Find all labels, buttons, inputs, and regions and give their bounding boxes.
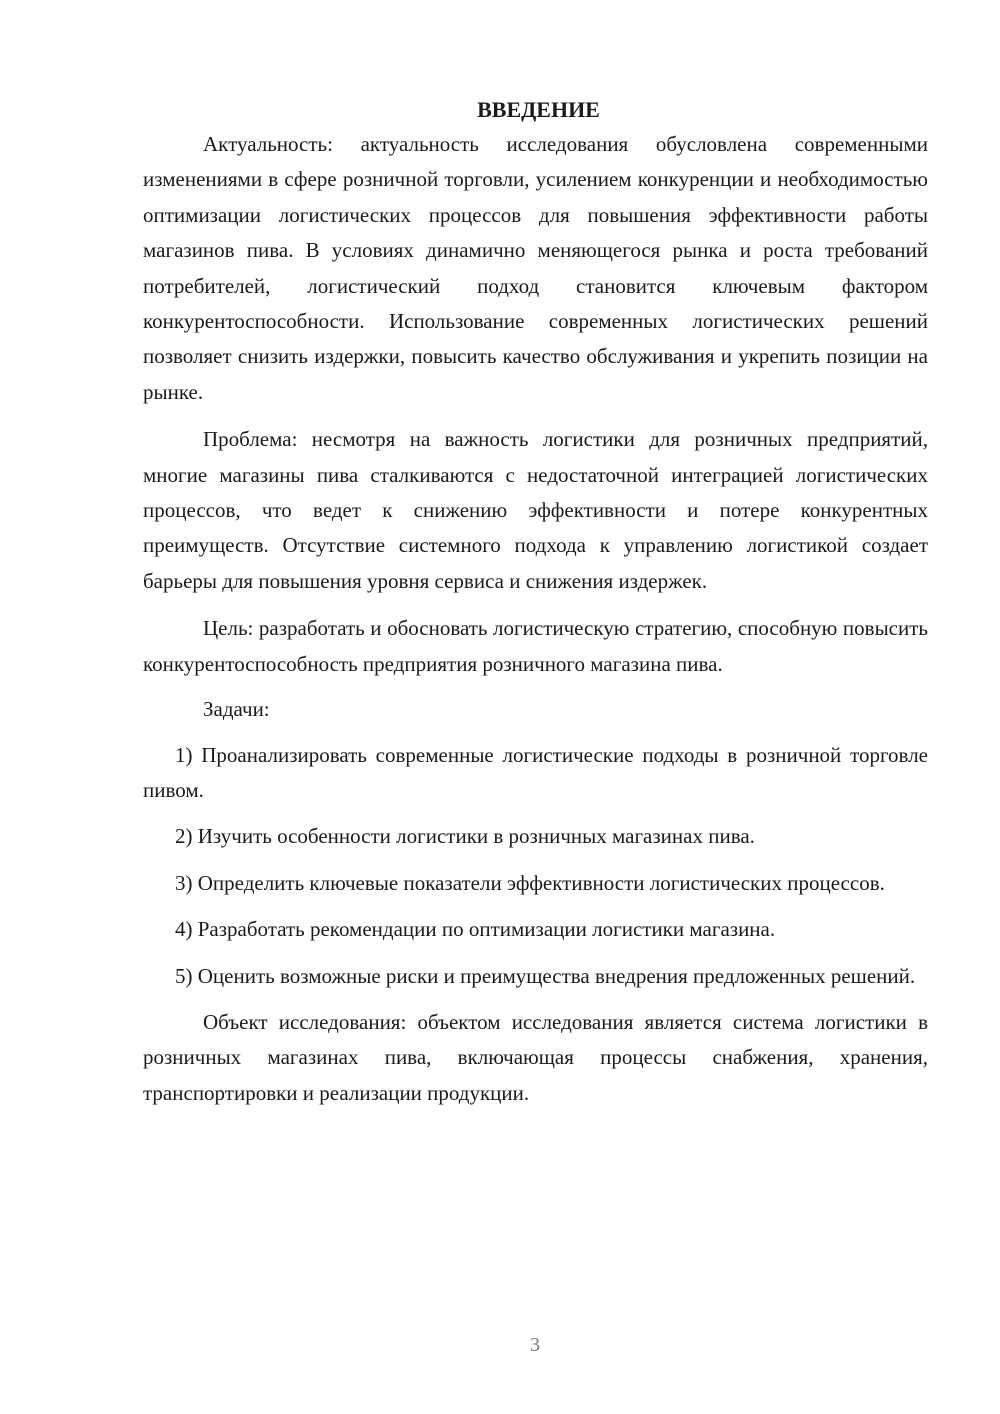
relevance-paragraph: Актуальность: актуальность исследования обусловлена современными изменениями в сфере розничной торговли, усилением конкуренции и необходимостью оптимизации логистических процессов для повышения эффективности работы магазинов пива. В условиях динамично меняющегося рынка и роста требований потребителей, логистический подход становится ключевым фактором конкурентоспособности. Использование современных логистических решений позволяет снизить издержки, повысить качество обслуживания и укрепить позиции на рынке.	[143, 132, 928, 404]
object-paragraph: Объект исследования: объектом исследования является система логистики в розничных магазинах пива, включающая процессы снабжения, хранения, транспортировки и реализации продукции.	[143, 1009, 928, 1105]
document-page	[143, 92, 928, 1111]
tasks-heading: Задачи:	[203, 697, 270, 722]
task-item-5: 5) Оценить возможные риски и преимущества внедрения предложенных решений.	[175, 963, 916, 988]
task-item-3: 3) Определить ключевые показатели эффективности логистических процессов.	[175, 870, 885, 895]
problem-paragraph: Проблема: несмотря на важность логистики для розничных предприятий, многие магазины пива сталкиваются с недостаточной интеграцией логистических процессов, что ведет к снижению эффективности и потере конкурентных преимуществ. Отсутствие системного подхода к управлению логистикой создает барьеры для повышения уровня сервиса и снижения издержек.	[143, 427, 928, 593]
page-number: 3	[530, 1334, 540, 1356]
task-item-1: 1) Проанализировать современные логистические подходы в розничной торговле пивом.	[143, 742, 928, 802]
task-item-4: 4) Разработать рекомендации по оптимизации логистики магазина.	[175, 917, 776, 942]
section-title: ВВЕДЕНИЕ	[477, 97, 600, 122]
goal-paragraph: Цель: разработать и обосновать логистическую стратегию, способную повысить конкурентоспособность предприятия розничного магазина пива.	[143, 616, 928, 676]
task-item-2: 2) Изучить особенности логистики в розничных магазинах пива.	[175, 824, 755, 849]
